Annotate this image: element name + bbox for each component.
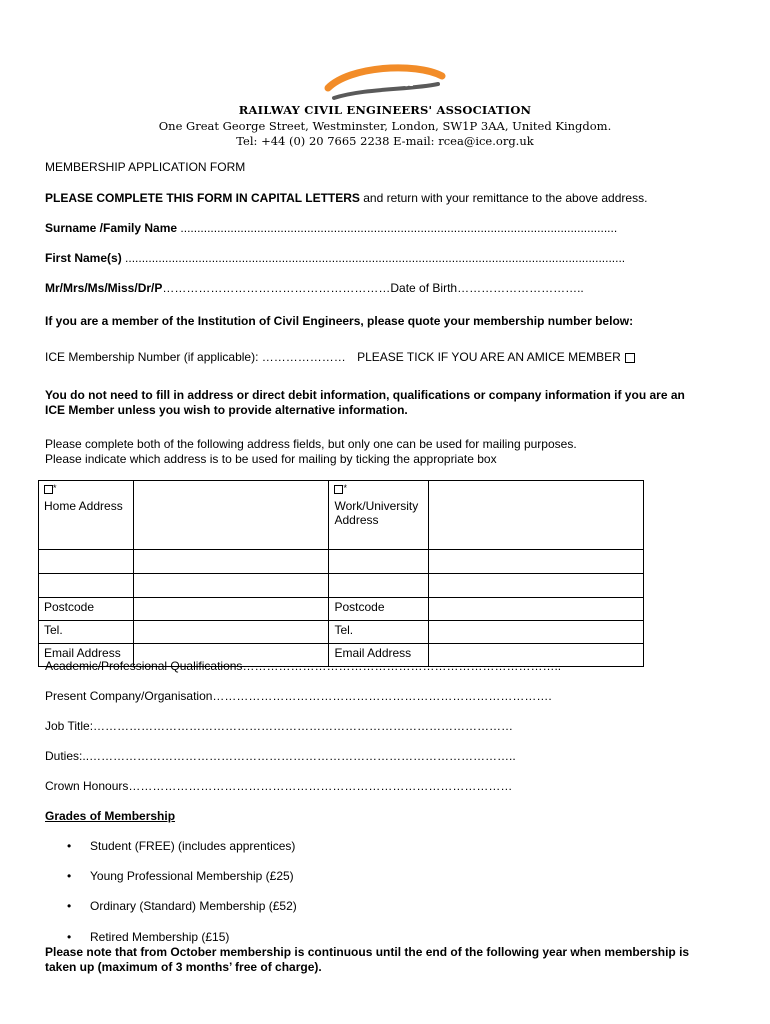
dob-dots[interactable]: …………………………..	[457, 281, 584, 295]
grades-heading: Grades of Membership	[45, 809, 176, 823]
address-header-row	[39, 481, 644, 550]
qualifications-dots[interactable]: ……………………………………………………………………..	[242, 659, 562, 673]
amice-checkbox[interactable]	[625, 353, 635, 363]
instruction-bold: PLEASE COMPLETE THIS FORM IN CAPITAL LETTERS	[45, 191, 360, 205]
work-address-cell-2a[interactable]	[329, 550, 429, 574]
ice-number-dots[interactable]: …………………	[258, 350, 346, 364]
work-address-cell-1[interactable]	[429, 481, 644, 550]
qualifications-field[interactable]	[45, 659, 561, 673]
home-postcode-label: Postcode	[39, 598, 134, 621]
organisation-name: RAILWAY CIVIL ENGINEERS' ASSOCIATION	[238, 103, 532, 117]
qualifications-label: Academic/Professional Qualifications	[45, 659, 243, 673]
notice-line-2: ICE Member unless you wish to provide alternative information.	[45, 403, 408, 417]
job-title-label: Job Title:	[45, 719, 94, 733]
home-address-cell-2b[interactable]	[133, 550, 329, 574]
tel-row	[39, 621, 644, 644]
membership-note-1: Please note that from October membership is continuous until the end of the following year when membership is	[45, 945, 690, 959]
home-address-cell-3a[interactable]	[39, 574, 134, 598]
grade-young-professional: Young Professional Membership (£25)	[90, 869, 294, 883]
company-dots[interactable]: ………………………………………………………………………….	[212, 689, 552, 703]
work-address-label-2: Address	[334, 513, 379, 527]
work-address-label-1: Work/University	[334, 499, 419, 513]
work-address-header	[329, 481, 429, 550]
work-address-cell-2b[interactable]	[429, 550, 644, 574]
surname-field[interactable]	[45, 221, 617, 235]
title-dots[interactable]: …………………………………………………	[162, 281, 391, 295]
job-title-dots[interactable]: ……………………………………………………………………………………………	[93, 719, 514, 733]
home-mailing-checkbox[interactable]	[44, 485, 53, 494]
duties-label: Duties:	[45, 749, 83, 763]
work-postcode-input[interactable]	[429, 598, 644, 621]
organisation-contact: Tel: +44 (0) 20 7665 2238 E-mail: rcea@ice.org.uk	[236, 134, 534, 148]
address-table	[38, 480, 644, 667]
instruction	[45, 191, 647, 205]
logo-text: rcea	[368, 69, 415, 91]
address-note-1: Please complete both of the following address fields, but only one can be used for mailing purposes.	[45, 437, 577, 451]
work-tel-label: Tel.	[329, 621, 429, 644]
bullet-icon: •	[67, 899, 72, 913]
address-note-2: Please indicate which address is to be used for mailing by ticking the appropriate box	[45, 452, 497, 466]
home-email-label: Email Address	[39, 644, 134, 667]
duties-dots[interactable]: ..……………………………………………………………………………………………..	[82, 749, 516, 763]
dob-label: Date of Birth	[390, 281, 458, 295]
ice-number-row[interactable]	[45, 350, 635, 364]
work-star: *	[343, 483, 347, 493]
work-tel-input[interactable]	[429, 621, 644, 644]
address-row-3	[39, 574, 644, 598]
ice-question: If you are a member of the Institution of Civil Engineers, please quote your membership number below:	[45, 314, 634, 328]
work-address-cell-3a[interactable]	[329, 574, 429, 598]
home-star: *	[53, 483, 57, 493]
home-address-cell-2a[interactable]	[39, 550, 134, 574]
bullet-icon: •	[67, 839, 72, 853]
home-address-header	[39, 481, 134, 550]
grade-ordinary: Ordinary (Standard) Membership (£52)	[90, 899, 297, 913]
ice-number-label: ICE Membership Number (if applicable):	[45, 350, 259, 364]
bullet-icon: •	[67, 869, 72, 883]
home-tel-input[interactable]	[133, 621, 329, 644]
home-address-cell-3b[interactable]	[133, 574, 329, 598]
home-address-cell-1[interactable]	[133, 481, 329, 550]
surname-label: Surname /Family Name	[45, 221, 178, 235]
company-label: Present Company/Organisation	[45, 689, 213, 703]
notice-line-1: You do not need to fill in address or direct debit information, qualifications or company information if you are an	[45, 388, 685, 402]
firstname-dots[interactable]: ......................................................................................................................................................	[121, 251, 626, 265]
crown-honours-dots[interactable]: ……………………………………………………………………………………	[128, 779, 513, 793]
firstname-field[interactable]	[45, 251, 625, 265]
instruction-rest: and return with your remittance to the above address.	[359, 191, 648, 205]
membership-note-2: taken up (maximum of 3 months’ free of charge).	[45, 960, 322, 974]
form-title: MEMBERSHIP APPLICATION FORM	[45, 160, 246, 174]
crown-honours-label: Crown Honours	[45, 779, 129, 793]
organisation-address: One Great George Street, Westminster, London, SW1P 3AA, United Kingdom.	[158, 119, 612, 133]
postcode-row	[39, 598, 644, 621]
work-email-label: Email Address	[329, 644, 429, 667]
amice-label: PLEASE TICK IF YOU ARE AN AMICE MEMBER	[357, 350, 621, 364]
rcea-logo-graphic	[320, 58, 450, 104]
company-field[interactable]	[45, 689, 552, 703]
crown-honours-field[interactable]	[45, 779, 512, 793]
firstname-label: First Name(s)	[45, 251, 122, 265]
bullet-icon: •	[67, 930, 72, 944]
grade-student: Student (FREE) (includes apprentices)	[90, 839, 296, 853]
rcea-logo	[320, 58, 450, 104]
grade-retired: Retired Membership (£15)	[90, 930, 230, 944]
title-label: Mr/Mrs/Ms/Miss/Dr/P	[45, 281, 163, 295]
duties-field[interactable]	[45, 749, 516, 763]
surname-dots[interactable]: ...................................................................................................................................	[177, 221, 618, 235]
home-address-label: Home Address	[44, 499, 123, 513]
job-title-field[interactable]	[45, 719, 513, 733]
home-postcode-input[interactable]	[133, 598, 329, 621]
home-tel-label: Tel.	[39, 621, 134, 644]
title-dob-row[interactable]	[45, 281, 584, 295]
work-address-cell-3b[interactable]	[429, 574, 644, 598]
address-row-2	[39, 550, 644, 574]
work-postcode-label: Postcode	[329, 598, 429, 621]
